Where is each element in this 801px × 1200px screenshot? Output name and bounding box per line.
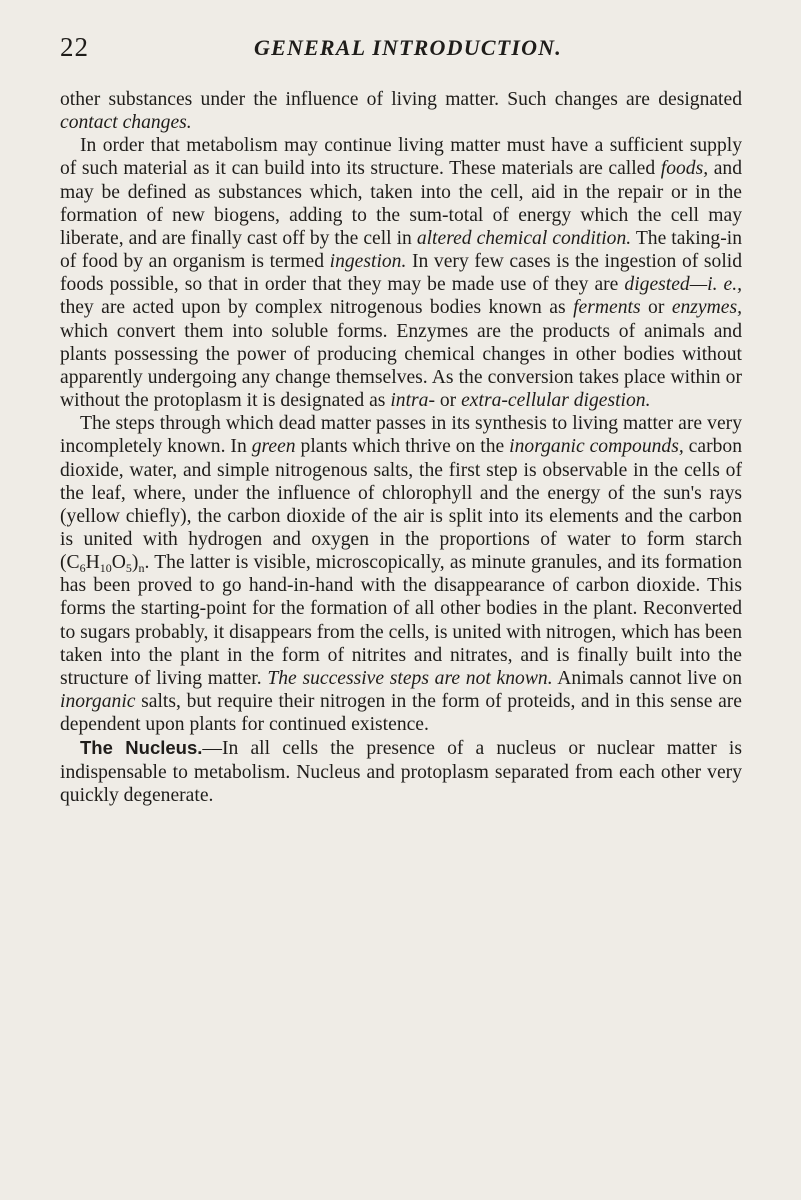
text-run: The taking-in of food by an organism is termed bbox=[60, 227, 742, 273]
italic-term: digested—i. e., bbox=[624, 274, 742, 296]
formula-subscript: 6 bbox=[79, 561, 86, 576]
body-text bbox=[60, 88, 742, 807]
formula-subscript: n bbox=[138, 561, 145, 576]
text-run: carbon dioxide, water, and simple nitrogenous salts, the first step is observable in the cells of the leaf, where, under the influence of chlorophyll and the energy of the sun's rays (yellow chiefly), the carbon dioxide of the air is split into its elements and the carbon is united with hydrogen and oxygen in the proportions of water to form starch bbox=[60, 436, 742, 550]
text-run: The latter is visible, microscopically, as minute granules, and its formation has been proved to go hand-in-hand with the disappearance of carbon dioxide. This forms the starting-point for the formation of all other bodies in the plant. Reconverted to sugars probably, it disappears from the cells, is united with nitrogen, which has been taken into the plant in the form of nitrites and nitrates, and is finally built into the structure of living matter. bbox=[60, 552, 742, 689]
text-run: or bbox=[640, 297, 672, 319]
formula-part: O bbox=[111, 552, 126, 574]
page-number: 22 bbox=[60, 32, 89, 62]
starch-formula bbox=[60, 552, 150, 576]
formula-part: (C bbox=[60, 552, 80, 574]
text-run: and may be defined as substances which, taken into the cell, aid in the repair or in the formation of new biogens, adding to the sum-total of energy which the cell may liberate, and are finally cast off by the cell in bbox=[60, 158, 742, 249]
italic-term: foods, bbox=[660, 158, 709, 180]
running-head: GENERAL INTRODUCTION. bbox=[254, 35, 562, 60]
text-run: —In all cells the presence of a nucleus or nuclear matter is indispensable to metabolism. Nucleus and protoplasm separated from each other very quickly degenerate. bbox=[60, 738, 743, 806]
italic-term: ingestion. bbox=[329, 251, 407, 273]
italic-term: contact changes. bbox=[60, 112, 192, 134]
text-run: which convert them into soluble forms. Enzymes are the products of animals and plants possessing the power of producing chemical changes in other bodies without apparently undergoing any change themselves. As the conversion takes place within or without the protoplasm it is designated as bbox=[60, 320, 742, 412]
page-header bbox=[60, 30, 750, 64]
formula-part: . bbox=[144, 552, 150, 574]
italic-term: The successive steps are not known. bbox=[267, 667, 553, 689]
formula-part: H bbox=[85, 552, 100, 574]
paragraph-synthesis bbox=[60, 412, 742, 736]
italic-term: inorganic compounds, bbox=[509, 436, 684, 458]
section-heading-nucleus: The Nucleus. bbox=[80, 737, 203, 759]
text-run: Animals cannot live on bbox=[552, 667, 742, 689]
formula-subscript: 5 bbox=[125, 561, 132, 576]
text-run: they are acted upon by complex nitrogenous bodies known as bbox=[60, 297, 574, 319]
formula-subscript: 10 bbox=[99, 561, 112, 576]
italic-term: extra-cellular digestion. bbox=[461, 390, 651, 412]
italic-term: inorganic bbox=[60, 691, 136, 713]
text-run: The steps through which dead matter passes in its synthesis to living matter are very incompletely known. In bbox=[60, 413, 742, 458]
italic-term: altered chemical condition. bbox=[416, 227, 632, 249]
paragraph-nucleus bbox=[60, 736, 742, 806]
paragraph-foods bbox=[60, 134, 742, 412]
italic-term: green bbox=[251, 436, 296, 458]
italic-term: intra- bbox=[390, 390, 435, 412]
text-run: In very few cases is the ingestion of solid foods possible, so that in order that they may be made use of they are bbox=[60, 251, 742, 296]
italic-term: ferments bbox=[573, 297, 641, 319]
text-run: other substances under the influence of living matter. Such changes are designated bbox=[60, 89, 742, 110]
text-run: or bbox=[434, 390, 462, 412]
formula-part: ) bbox=[131, 552, 139, 574]
italic-term: enzymes, bbox=[671, 297, 742, 319]
paragraph-contact-changes bbox=[60, 88, 742, 134]
text-run: salts, but require their nitrogen in the form of proteids, and in this sense are dependent upon plants for continued existence. bbox=[60, 691, 742, 736]
text-run: In order that metabolism may continue living matter must have a sufficient supply of such material as it can build into its structure. These materials are called bbox=[60, 135, 742, 180]
text-run: plants which thrive on the bbox=[295, 436, 510, 458]
